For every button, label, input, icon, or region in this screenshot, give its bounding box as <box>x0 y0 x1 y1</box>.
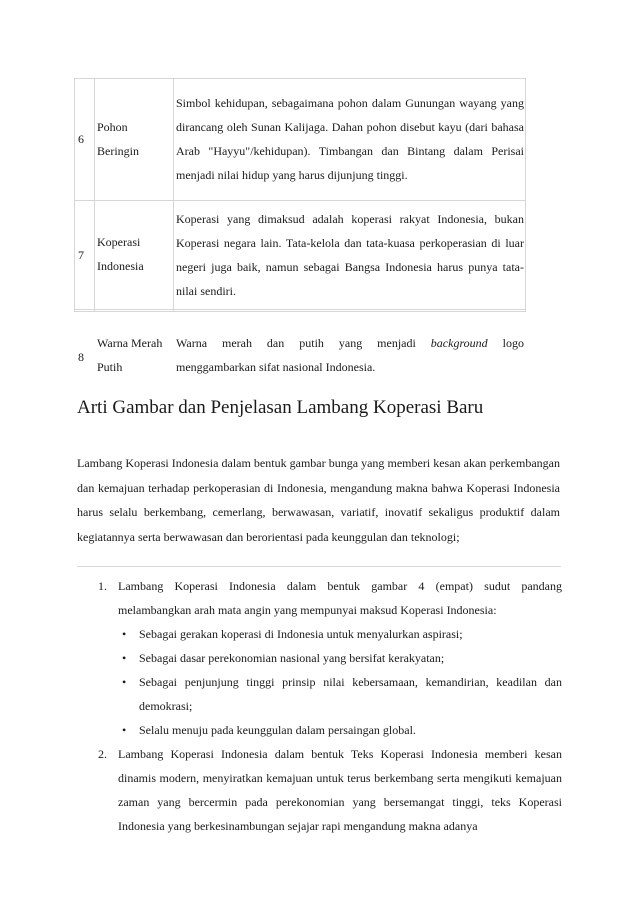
list-item <box>98 742 562 838</box>
bullet-text: Sebagai penjunjung tinggi prinsip nilai kebersamaan, kemandirian, keadilan dan demokrasi; <box>139 675 562 713</box>
bullet-text: Sebagai gerakan koperasi di Indonesia untuk menyalurkan aspirasi; <box>139 627 463 641</box>
bullet-text: Selalu menuju pada keunggulan dalam persaingan global. <box>139 723 416 737</box>
symbol-table <box>74 78 526 374</box>
row-description <box>176 331 524 379</box>
row-number: 6 <box>78 132 84 146</box>
row-name <box>97 115 173 163</box>
row-name-line: Koperasi <box>97 235 141 249</box>
table-divider <box>75 309 525 310</box>
row-description <box>176 91 524 187</box>
row-name-line: Warna Merah <box>97 336 163 350</box>
table-divider <box>173 79 174 311</box>
bullet-item <box>118 646 562 670</box>
intro-paragraph: Lambang Koperasi Indonesia dalam bentuk gambar bunga yang memberi kesan akan perkembangan dan kemajuan terhadap perkoperasian di Indonesia, mengandung makna bahwa Koperasi Indonesia harus selalu berkembang, cemerlang, berwawasan, variatif, inovatif sekaligus produktif dalam kegiatannya serta berwawasan dan berorientasi pada keunggulan dan teknologi; <box>77 456 560 544</box>
row-name <box>97 230 173 278</box>
row-description-text: Koperasi yang dimaksud adalah koperasi rakyat Indonesia, bukan Koperasi negara lain. Tata-kelola dan tata-kuasa perkoperasian di luar negeri juga baik, namun sebagai Bangsa Indonesia harus punya tata-nilai sendiri. <box>176 212 524 298</box>
row-description <box>176 207 524 303</box>
horizontal-divider <box>77 566 561 567</box>
bullet-list <box>118 622 562 742</box>
desc-text: logo <box>502 336 524 350</box>
list-item <box>98 574 562 742</box>
row-number: 7 <box>78 248 84 262</box>
bullet-item <box>118 622 562 646</box>
bullet-item <box>118 670 562 718</box>
list-marker: 2. <box>98 747 107 761</box>
bullet-icon: • <box>122 627 127 641</box>
desc-text: Warna merah dan putih yang menjadi <box>176 336 416 350</box>
table-divider <box>75 200 525 201</box>
row-description-text: Simbol kehidupan, sebagaimana pohon dalam Gunungan wayang yang dirancang oleh Sunan Kalijaga. Dahan pohon disebut kayu (dari bahasa Arab "Hayyu"/kehidupan). Timbangan dan Bintang dalam Perisai menjadi nilai hidup yang harus dijunjung tinggi. <box>176 96 524 182</box>
row-name-line: Pohon <box>97 120 128 134</box>
row-name-line: Indonesia <box>97 259 144 273</box>
row-description-line <box>176 331 524 355</box>
bullet-text: Sebagai dasar perekonomian nasional yang bersifat kerakyatan; <box>139 651 445 665</box>
section-heading: Arti Gambar dan Penjelasan Lambang Koperasi Baru <box>77 397 484 418</box>
desc-italic-text: background <box>430 336 488 350</box>
list-item-text: Lambang Koperasi Indonesia dalam bentuk gambar 4 (empat) sudut pandang melambangkan arah mata angin yang mempunyai maksud Koperasi Indonesia: <box>118 579 562 617</box>
row-name <box>97 331 173 379</box>
row-name-line: Putih <box>97 360 123 374</box>
row-number: 8 <box>78 350 84 364</box>
bullet-icon: • <box>122 723 127 737</box>
ordered-list <box>98 574 562 838</box>
bullet-item <box>118 718 562 742</box>
table-divider <box>94 79 95 311</box>
row-name-line: Beringin <box>97 144 139 158</box>
row-description-line: menggambarkan sifat nasional Indonesia. <box>176 360 376 374</box>
bullet-icon: • <box>122 651 127 665</box>
list-marker: 1. <box>98 579 107 593</box>
bullet-icon: • <box>122 675 127 689</box>
list-item-text: Lambang Koperasi Indonesia dalam bentuk Teks Koperasi Indonesia memberi kesan dinamis modern, menyiratkan kemajuan untuk terus berkembang serta mengikuti kemajuan zaman yang bercermin pada perekonomian yang bersemangat tinggi, teks Koperasi Indonesia yang berkesinambungan sejajar rapi mengandung makna adanya <box>118 747 562 833</box>
